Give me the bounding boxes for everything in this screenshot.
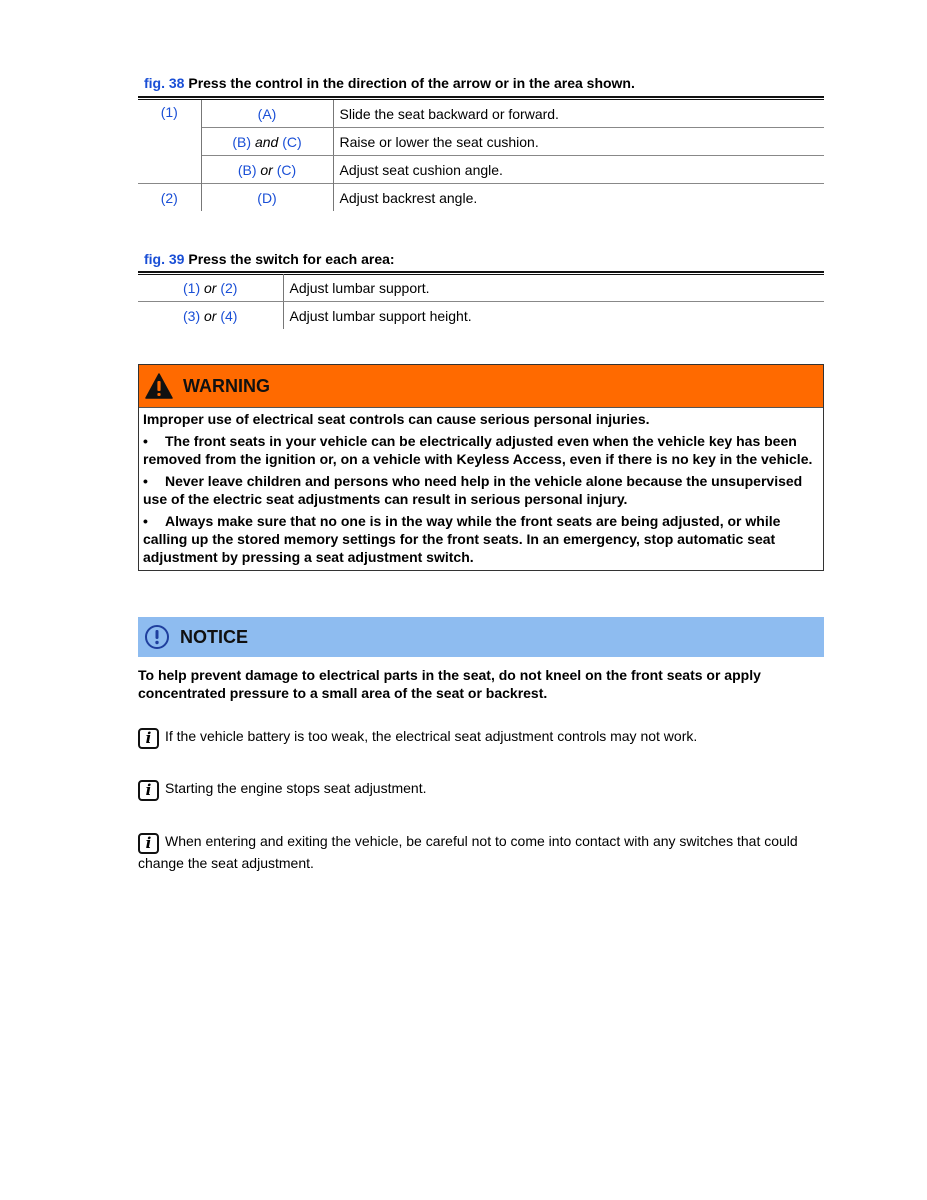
table-row — [138, 302, 824, 330]
info-icon: i — [138, 728, 159, 749]
action-cell: Slide the seat backward or forward. — [333, 100, 824, 128]
action-cell: Adjust seat cushion angle. — [339, 161, 503, 178]
control-cell — [201, 156, 333, 184]
info-icon: i — [138, 780, 159, 801]
warning-box — [138, 364, 824, 571]
action-cell: Adjust lumbar support height. — [289, 307, 472, 324]
warning-title: WARNING — [183, 375, 270, 396]
bullet-icon: • — [143, 513, 148, 529]
fig39-caption-text: Press the switch for each area: — [188, 251, 395, 267]
control-ref[interactable]: (B) — [232, 133, 252, 150]
control-ref[interactable]: (A) — [257, 105, 277, 122]
fig38-table — [138, 100, 824, 211]
warning-body — [139, 408, 823, 570]
group-label[interactable]: (1) — [138, 100, 201, 184]
bullet-icon: • — [143, 433, 148, 449]
fig39-table — [138, 274, 824, 329]
table-row — [138, 184, 824, 212]
action-cell: Raise or lower the seat cushion. — [333, 128, 824, 156]
conjunction: and — [254, 133, 279, 150]
control-ref[interactable]: (1) — [183, 279, 201, 296]
action-cell: Adjust backrest angle. — [339, 189, 478, 206]
notice-header — [138, 617, 824, 657]
control-cell — [138, 302, 283, 330]
control-ref[interactable]: (D) — [257, 189, 277, 206]
control-cell — [138, 274, 283, 302]
control-cell — [201, 100, 333, 128]
warning-header — [139, 365, 823, 408]
info-note — [138, 779, 824, 801]
info-note-text: When entering and exiting the vehicle, be careful not to come into contact with any switches that could change the seat adjustment. — [138, 833, 798, 871]
table-row — [138, 100, 824, 128]
control-ref[interactable]: (C) — [276, 161, 297, 178]
warning-triangle-icon — [145, 373, 173, 399]
fig39-label[interactable]: fig. 39 — [144, 251, 185, 267]
control-cell — [201, 128, 333, 156]
control-ref[interactable]: (B) — [237, 161, 257, 178]
action-cell: Adjust lumbar support. — [283, 274, 824, 302]
notice-title: NOTICE — [180, 626, 249, 647]
control-ref[interactable]: (3) — [183, 307, 201, 324]
info-note-text: Starting the engine stops seat adjustment. — [165, 780, 427, 796]
control-ref[interactable]: (2) — [220, 279, 238, 296]
warning-intro: Improper use of electrical seat controls can cause serious personal injuries. — [143, 411, 650, 427]
warning-bullet: • Always make sure that no one is in the way while the front seats are being adjusted, or while calling up the stored memory settings for the front seats. In an emergency, stop automatic seat adjustment by pressing a seat adjustment switch. — [143, 513, 781, 565]
notice-text: To help prevent damage to electrical parts in the seat, do not kneel on the front seats or apply concentrated pressure to a small area of the seat or backrest. — [138, 667, 761, 701]
info-note — [138, 727, 824, 749]
control-cell — [201, 184, 333, 212]
control-ref[interactable]: (C) — [282, 133, 302, 150]
info-note — [138, 832, 824, 872]
conjunction: or — [204, 279, 217, 296]
warning-bullet: • Never leave children and persons who need help in the vehicle alone because the unsupervised use of the electric seat adjustments can result in serious personal injury. — [143, 473, 803, 507]
info-note-text: If the vehicle battery is too weak, the electrical seat adjustment controls may not work. — [165, 728, 698, 744]
table-row — [138, 274, 824, 302]
table-row — [138, 128, 824, 156]
bullet-icon: • — [143, 473, 148, 489]
group-label[interactable]: (2) — [138, 184, 201, 212]
fig39-caption — [144, 251, 395, 267]
table-row — [138, 156, 824, 184]
conjunction: or — [204, 307, 217, 324]
warning-bullet: • The front seats in your vehicle can be electrically adjusted even when the vehicle key has been removed from the ignition or, on a vehicle with Keyless Access, even if there is no key in the vehicle. — [143, 433, 813, 467]
control-ref[interactable]: (4) — [220, 307, 238, 324]
exclamation-circle-icon — [144, 624, 170, 650]
fig38-caption-text: Press the control in the direction of the arrow or in the area shown. — [188, 75, 635, 91]
fig38-caption — [144, 75, 635, 91]
conjunction: or — [260, 161, 273, 178]
fig38-label[interactable]: fig. 38 — [144, 75, 185, 91]
info-icon: i — [138, 833, 159, 854]
